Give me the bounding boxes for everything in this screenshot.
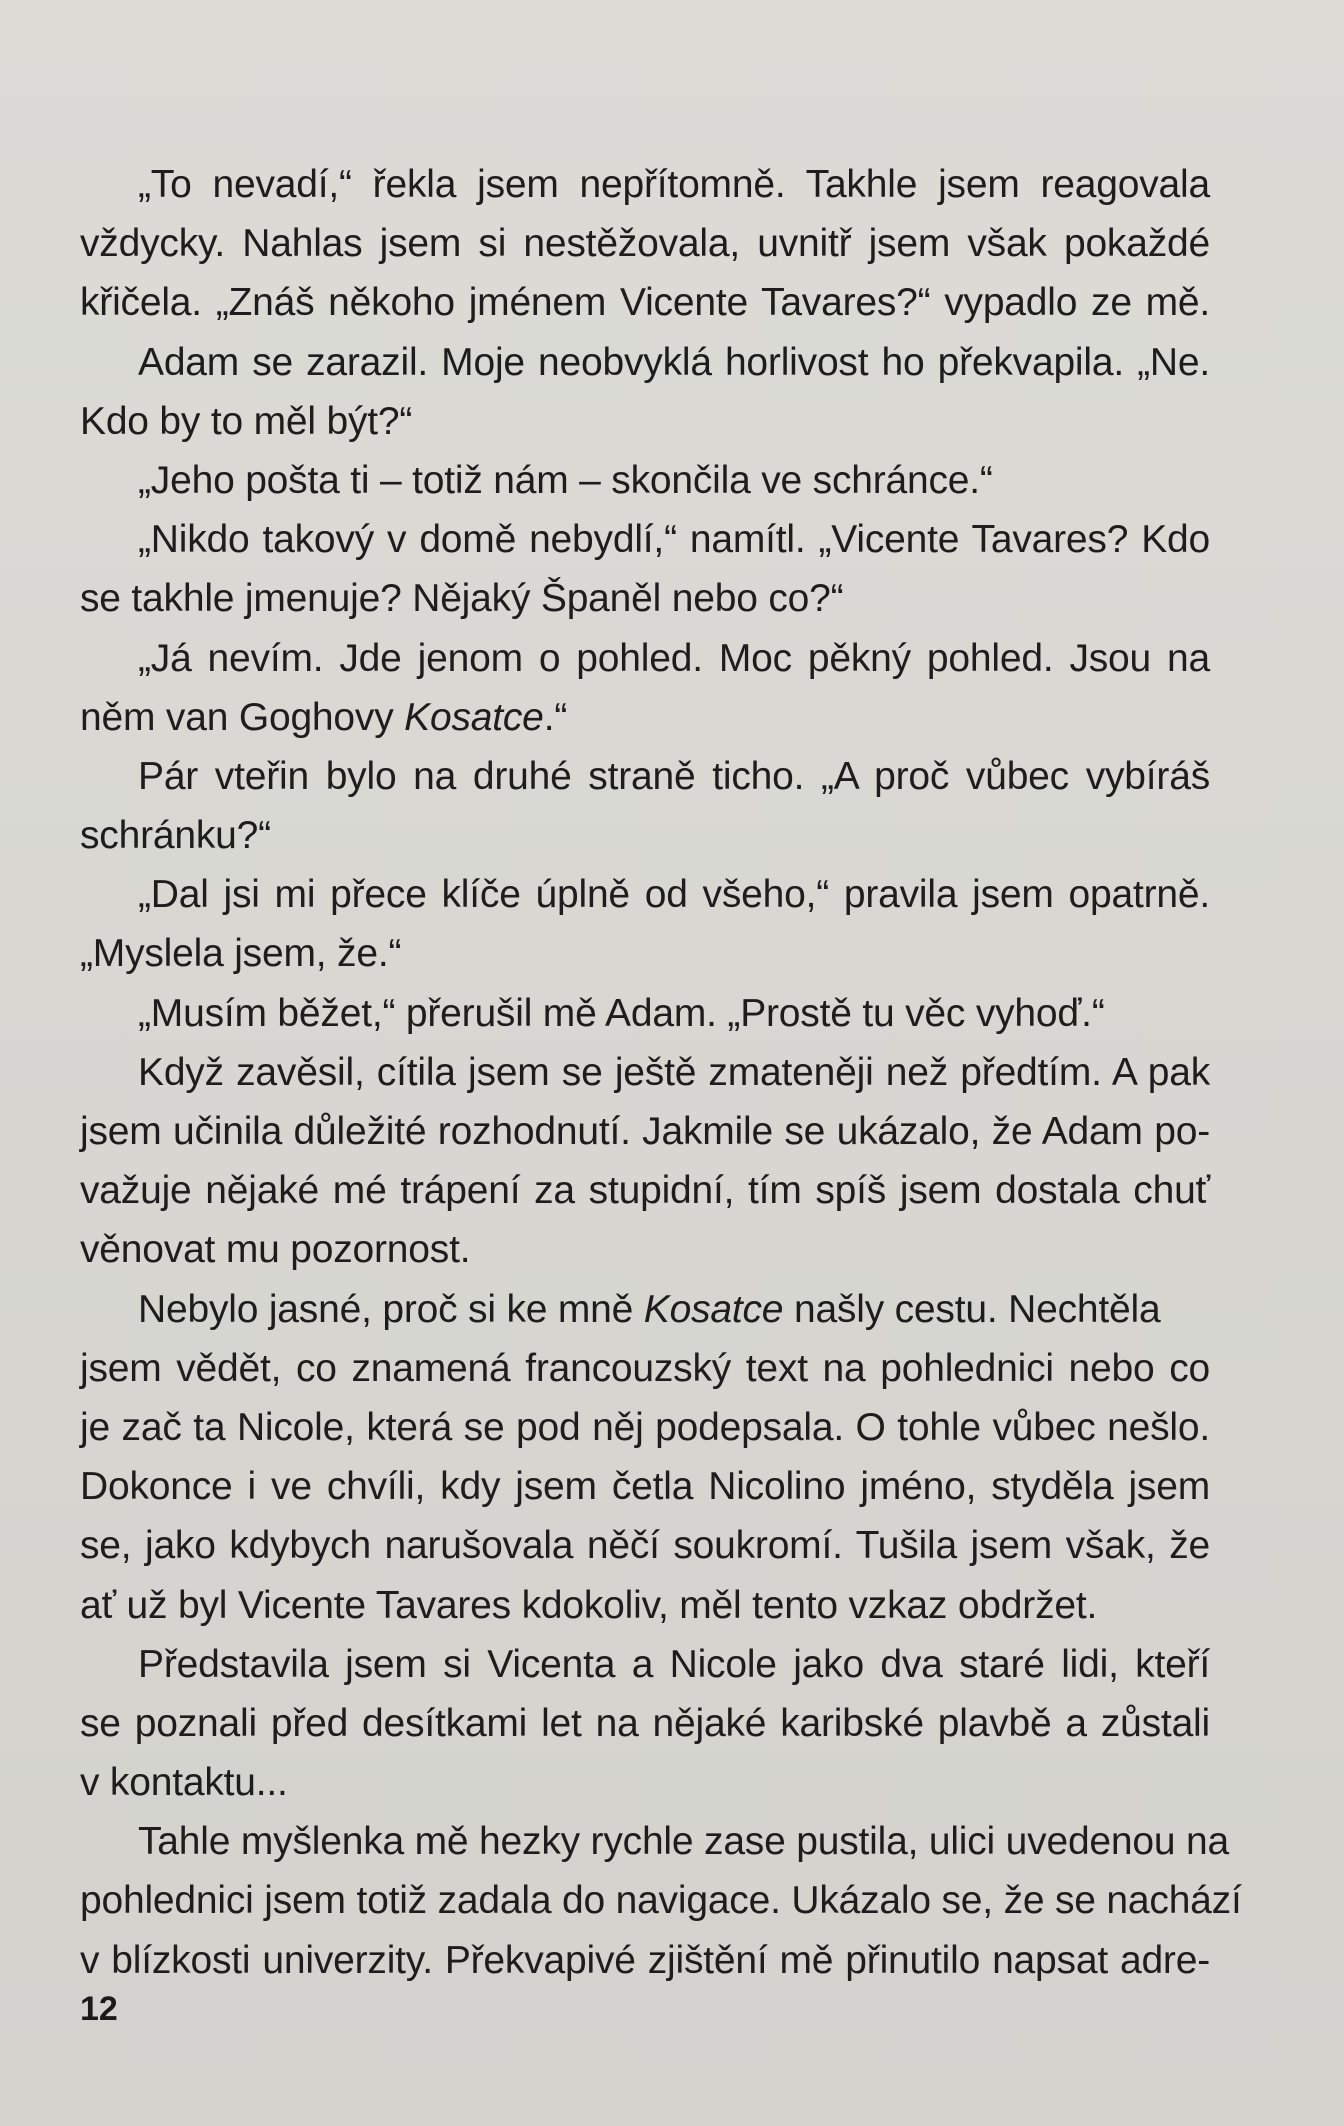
line-text: važuje nějaké mé trápení za stupidní, tím spíš jsem dostala chuť xyxy=(80,1169,1210,1213)
text-line xyxy=(80,392,1210,451)
line-text: v blízkosti univerzity. Překvapivé zjištění mě přinutilo napsat adre- xyxy=(80,1938,1210,1982)
text-line xyxy=(80,1457,1210,1516)
line-text: pohlednici jsem totiž zadala do navigace. Ukázalo se, že se nachází xyxy=(80,1879,1242,1923)
text-line xyxy=(80,747,1210,806)
text-line xyxy=(80,333,1210,392)
text-line xyxy=(80,1220,1210,1279)
line-text: vždycky. Nahlas jsem si nestěžovala, uvnitř jsem však pokaždé xyxy=(80,222,1210,266)
text-line xyxy=(80,569,1210,628)
line-text: ať už byl Vicente Tavares kdokoliv, měl tento vzkaz obdržet. xyxy=(80,1583,1098,1627)
line-text: něm van Goghovy xyxy=(80,695,405,739)
body-text xyxy=(80,155,1242,1990)
page-number: 12 xyxy=(80,1990,118,2028)
text-line xyxy=(80,1635,1210,1694)
text-line xyxy=(80,155,1210,214)
text-line xyxy=(80,1043,1210,1102)
line-text: Představila jsem si Vicenta a Nicole jako dva staré lidi, kteří xyxy=(138,1642,1210,1686)
text-line xyxy=(80,1931,1210,1990)
text-line xyxy=(80,1398,1210,1457)
line-text: „To nevadí,“ řekla jsem nepřítomně. Takhle jsem reagovala xyxy=(138,163,1210,206)
text-line xyxy=(80,1102,1210,1161)
text-line xyxy=(80,273,1210,332)
line-text: Nebylo jasné, proč si ke mně xyxy=(138,1287,644,1331)
line-text: jsem učinila důležité rozhodnutí. Jakmile se ukázalo, že Adam po- xyxy=(80,1110,1210,1153)
text-line xyxy=(80,629,1210,688)
line-text: jsem vědět, co znamená francouzský text na pohlednici nebo co xyxy=(80,1346,1210,1390)
text-line xyxy=(80,924,1210,983)
line-text: Tahle myšlenka mě hezky rychle zase pustila, ulici uvedenou na xyxy=(138,1820,1230,1864)
line-text: křičela. „Znáš někoho jménem Vicente Tavares?“ vypadlo ze mě. xyxy=(80,281,1210,325)
italic-title: Kosatce xyxy=(643,1287,784,1331)
line-text: „Jeho pošta ti – totiž nám – skončila ve schránce.“ xyxy=(138,458,993,502)
text-line xyxy=(80,214,1210,273)
text-line xyxy=(80,1516,1210,1575)
line-text: v kontaktu... xyxy=(80,1761,288,1805)
text-line xyxy=(80,1339,1210,1398)
text-line xyxy=(80,451,1210,510)
line-text: je zač ta Nicole, která se pod něj podepsala. O tohle vůbec nešlo. xyxy=(80,1405,1210,1449)
line-text: schránku?“ xyxy=(80,814,271,858)
text-line xyxy=(80,865,1210,924)
text-line xyxy=(80,688,1210,747)
line-text: „Já nevím. Jde jenom o pohled. Moc pěkný pohled. Jsou na xyxy=(138,636,1210,680)
line-text: Adam se zarazil. Moje neobvyklá horlivost ho překvapila. „Ne. xyxy=(138,340,1210,384)
line-text: „Dal jsi mi přece klíče úplně od všeho,“ pravila jsem opatrně. xyxy=(138,873,1210,917)
line-text: se poznali před desítkami let na nějaké karibské plavbě a zůstali xyxy=(80,1701,1210,1745)
text-line xyxy=(80,1871,1242,1930)
italic-title: Kosatce xyxy=(404,695,544,739)
text-line xyxy=(80,984,1210,1043)
text-line xyxy=(80,806,1210,865)
text-line xyxy=(80,1161,1210,1220)
line-text: „Nikdo takový v domě nebydlí,“ namítl. „Vicente Tavares? Kdo xyxy=(138,518,1210,562)
line-text: Dokonce i ve chvíli, kdy jsem četla Nicolino jméno, styděla jsem xyxy=(80,1465,1210,1509)
line-text-after: našly cestu. Nechtěla xyxy=(783,1287,1161,1331)
text-line xyxy=(80,1280,1210,1339)
line-text: se, jako kdybych narušovala něčí soukromí. Tušila jsem však, že xyxy=(80,1524,1210,1568)
line-text: Když zavěsil, cítila jsem se ještě zmateněji než předtím. A pak xyxy=(138,1050,1210,1094)
line-text: se takhle jmenuje? Nějaký Španěl nebo co?“ xyxy=(80,577,844,621)
text-line xyxy=(80,1753,1210,1812)
line-text: Kdo by to měl být?“ xyxy=(80,399,413,443)
line-text: věnovat mu pozornost. xyxy=(80,1228,471,1272)
line-text-after: .“ xyxy=(543,695,568,739)
text-line xyxy=(80,1576,1210,1635)
line-text: „Myslela jsem, že.“ xyxy=(80,932,402,976)
text-line xyxy=(80,1812,1230,1871)
text-line xyxy=(80,1694,1210,1753)
line-text: „Musím běžet,“ přerušil mě Adam. „Prostě tu věc vyhoď.“ xyxy=(138,991,1105,1035)
text-line xyxy=(80,510,1210,569)
line-text: Pár vteřin bylo na druhé straně ticho. „A proč vůbec vybíráš xyxy=(138,754,1210,798)
